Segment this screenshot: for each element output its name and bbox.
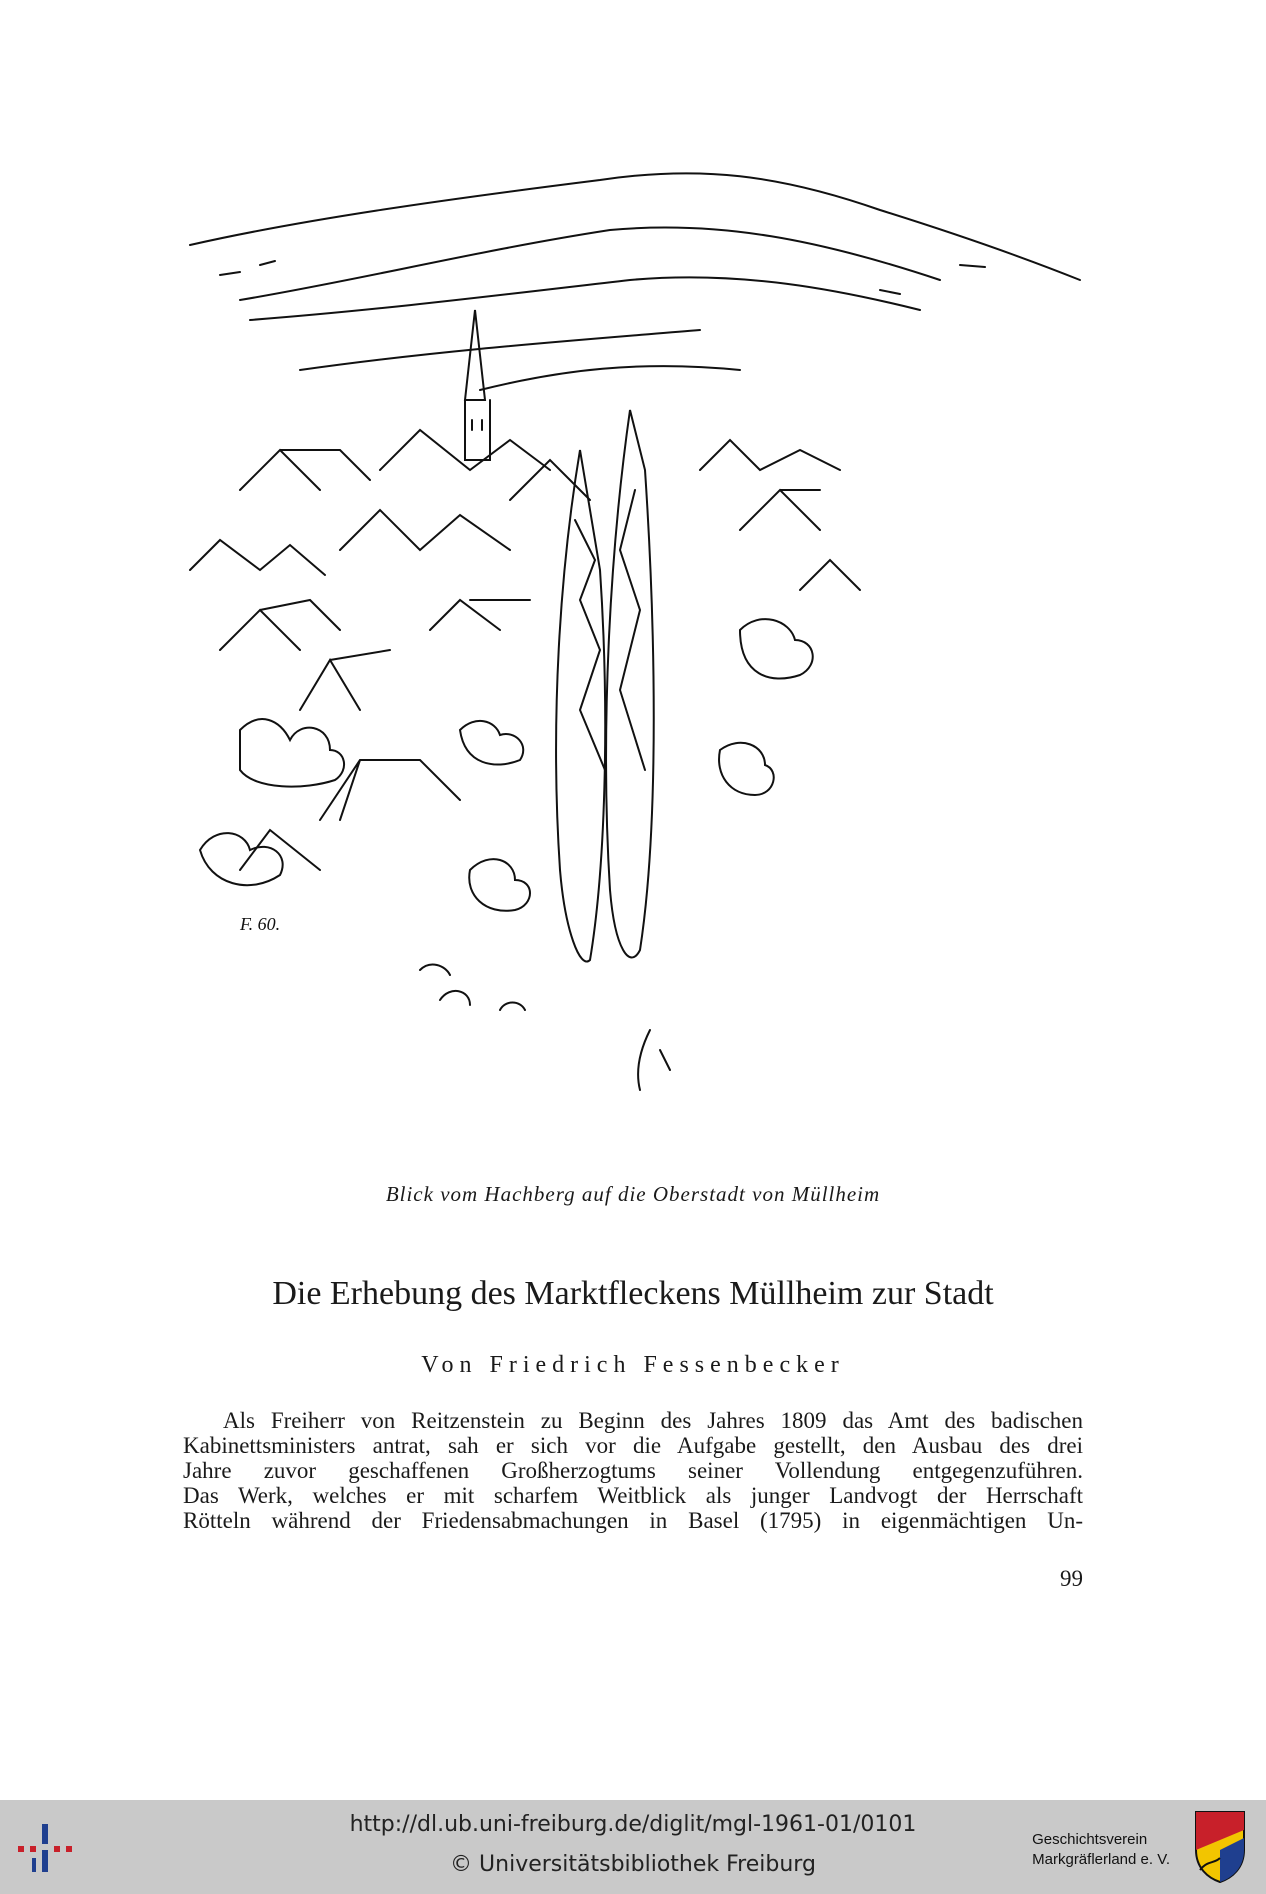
article-author: Von Friedrich Fessenbecker [421,1352,845,1378]
viewer-footer-bar [0,1800,1266,1894]
illustration-caption: Blick vom Hachberg auf die Oberstadt von Müllheim [385,1182,881,1206]
artist-signature: F. 60. [240,914,281,934]
article-title: Die Erhebung des Marktfleckens Müllheim zur Stadt [272,1275,994,1312]
page-number: 99 [1060,1566,1083,1591]
body-paragraph [183,1408,1083,1533]
body-line: Kabinettsministers antrat, sah er sich vor die Aufgabe gestellt, den Ausbau des drei [183,1433,1083,1458]
body-line: Jahre zuvor geschaffenen Großherzogtums seiner Vollendung entgegenzuführen. [183,1458,1083,1483]
town-sketch-illustration [180,170,1090,1160]
body-line: Rötteln während der Friedensabmachungen in Basel (1795) in eigenmächtigen Un- [183,1508,1083,1533]
society-name-line1: Geschichtsverein [1032,1831,1148,1848]
body-line: Das Werk, welches er mit scharfem Weitblick als junger Landvogt der Herrschaft [183,1483,1083,1508]
society-name [1032,1830,1170,1870]
coat-of-arms-icon [1194,1810,1246,1884]
body-line: Als Freiherr von Reitzenstein zu Beginn des Jahres 1809 das Amt des badischen [223,1408,1083,1433]
society-name-line2: Markgräflerland e. V. [1032,1851,1170,1868]
document-url-link[interactable]: http://dl.ub.uni-freiburg.de/diglit/mgl-1961-01/0101 [349,1812,917,1837]
copyright-notice: © Universitätsbibliothek Freiburg [450,1852,816,1877]
